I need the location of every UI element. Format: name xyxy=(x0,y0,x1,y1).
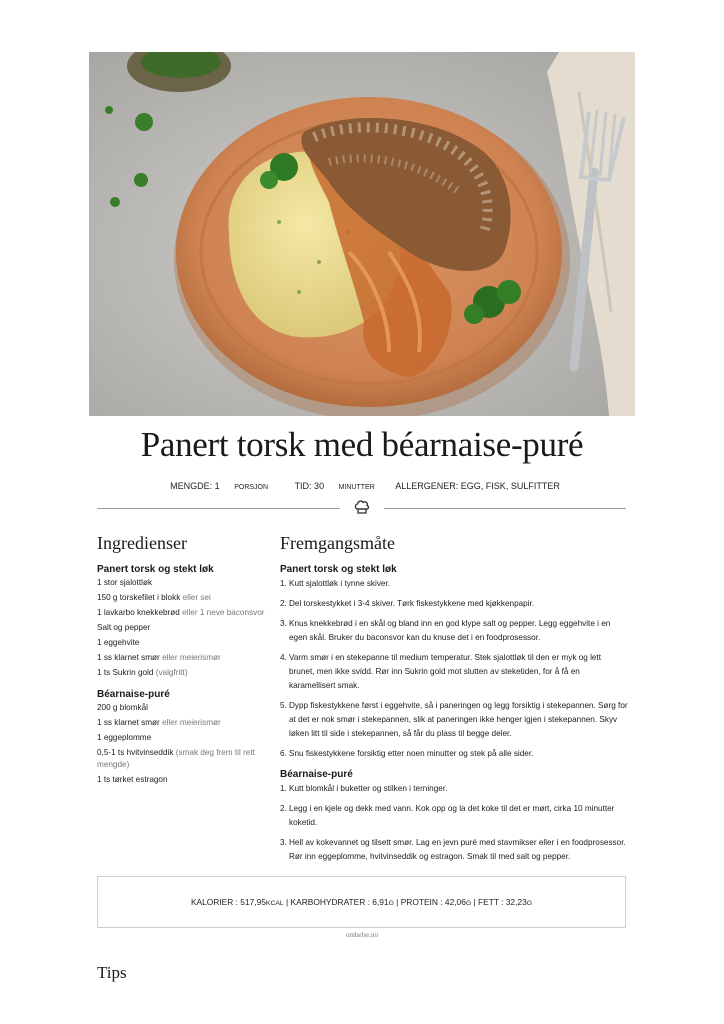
step-item xyxy=(280,802,628,830)
ingredient-item xyxy=(97,622,273,634)
ingredient-note: (smak deg frem til rett mengde) xyxy=(97,748,255,769)
ingredient-note: (valgfritt) xyxy=(155,668,188,677)
protein-value: PROTEIN : 42,06 xyxy=(400,897,466,907)
amount xyxy=(164,481,274,491)
calories-value: KALORIER : 517,95 xyxy=(190,897,266,907)
ingredient-item xyxy=(97,702,273,714)
step-list xyxy=(280,782,628,864)
method-heading: Fremgangsmåte xyxy=(280,533,395,553)
step-text: Legg i en kjele og dekk med vann. Kok opp og la det koke til det er mørt, cirka 10 minutter koketid. xyxy=(289,804,615,827)
ingredient-text: 1 ts Sukrin gold xyxy=(97,668,154,677)
calories-unit: KCAL xyxy=(265,900,284,907)
step-number: 4. xyxy=(280,653,287,662)
step-item xyxy=(280,577,628,591)
carbs-unit: G xyxy=(388,900,394,907)
divider-left xyxy=(97,508,340,509)
ingredient-text: Salt og pepper xyxy=(97,623,151,632)
ingredient-text: 1 lavkarbo knekkebrød xyxy=(97,608,180,617)
fat-value: FETT : 32,23 xyxy=(478,897,527,907)
ingredient-note: eller meierismør xyxy=(162,653,221,662)
step-number: 3. xyxy=(280,838,287,847)
method-group-title: Panert torsk og stekt løk xyxy=(280,564,397,575)
chef-hat-icon xyxy=(353,498,371,516)
allergens: ALLERGENER: EGG, FISK, SULFITTER xyxy=(395,481,560,491)
nutrition-box: KALORIER : 517,95KCAL | KARBOHYDRATER : 6,91G | PROTEIN : 42,06G | FETT : 32,23G xyxy=(97,876,626,928)
ingredients-section xyxy=(97,533,273,796)
method-group-title: Béarnaise-puré xyxy=(280,769,353,780)
ingredient-note: eller sei xyxy=(182,593,211,602)
amount-unit: PORSJON xyxy=(234,484,269,491)
step-list xyxy=(280,577,628,761)
ingredient-item xyxy=(97,717,273,729)
ingredient-text: 1 eggeplomme xyxy=(97,733,152,742)
step-text: Varm smør i en stekepanne til medium temperatur. Stek sjalottløk til den er myk og lett brunet, men ikke svidd. Rør inn Sukrin gold mot slutten av steketiden, for å få en karamellisert smak. xyxy=(289,653,601,690)
ingredient-note: eller meierismør xyxy=(162,718,221,727)
ingredient-group-title: Béarnaise-puré xyxy=(97,689,170,700)
time-label: TID: 30 xyxy=(294,481,325,491)
step-item xyxy=(280,782,628,796)
calories xyxy=(191,897,284,907)
step-text: Snu fiskestykkene forsiktig etter noen minutter og stek på alle sider. xyxy=(289,749,534,758)
ingredient-text: 150 g torskefilet i blokk xyxy=(97,593,181,602)
ingredient-item xyxy=(97,592,273,604)
step-number: 2. xyxy=(280,599,287,608)
step-item xyxy=(280,699,628,741)
ingredient-text: 1 ts tørket estragon xyxy=(97,775,168,784)
ingredient-item xyxy=(97,607,273,619)
recipe-photo xyxy=(89,52,635,416)
method-groups xyxy=(280,564,628,864)
ingredient-list xyxy=(97,702,273,786)
ingredient-item xyxy=(97,637,273,649)
ingredient-item xyxy=(97,774,273,786)
step-number: 6. xyxy=(280,749,287,758)
step-item xyxy=(280,836,628,864)
ingredient-item xyxy=(97,577,273,589)
ingredient-note: eller 1 neve baconsvor xyxy=(182,608,265,617)
step-item xyxy=(280,597,628,611)
recipe-meta xyxy=(0,481,724,491)
tips-heading: Tips xyxy=(97,963,127,982)
step-item xyxy=(280,651,628,693)
ingredient-list xyxy=(97,577,273,679)
ingredient-text: 1 stor sjalottløk xyxy=(97,578,153,587)
ingredient-text: 0,5-1 ts hvitvinseddik xyxy=(97,748,174,757)
step-number: 3. xyxy=(280,619,287,628)
ingredient-group-title: Panert torsk og stekt løk xyxy=(97,564,214,575)
step-text: Kutt sjalottløk i tynne skiver. xyxy=(289,579,391,588)
step-number: 5. xyxy=(280,701,287,710)
carbs xyxy=(291,897,394,907)
step-item xyxy=(280,747,628,761)
amount-label: MENGDE: 1 xyxy=(170,481,220,491)
ingredient-groups xyxy=(97,564,273,786)
ingredient-text: 1 ss klarnet smør xyxy=(97,653,160,662)
ingredient-text: 200 g blomkål xyxy=(97,703,148,712)
carbs-value: KARBOHYDRATER : 6,91 xyxy=(290,897,389,907)
time xyxy=(289,481,381,491)
protein-unit: G xyxy=(465,900,472,907)
time-unit: MINUTTER xyxy=(338,484,375,491)
ingredients-heading: Ingredienser xyxy=(97,533,187,553)
step-number: 2. xyxy=(280,804,287,813)
ingredient-item xyxy=(97,652,273,664)
footer-site: omhelse.no xyxy=(345,931,379,939)
step-number: 1. xyxy=(280,784,287,793)
step-item xyxy=(280,617,628,645)
step-text: Hell av kokevannet og tilsett smør. Lag en jevn puré med stavmikser eller i en foodprosessor. Rør inn eggeplomme, hvitvinseddik og estragon. Smak til med salt og pepper. xyxy=(289,838,626,861)
step-number: 1. xyxy=(280,579,287,588)
fat-unit: G xyxy=(526,900,533,907)
step-text: Dypp fiskestykkene først i eggehvite, så i paneringen og legg forsiktig i stekepannen. Sørg for at det er nok smør i stekepannen, slik at paneringen ikke henger igjen i stekepannen. Skyv løken litt til side i stekepannen, så får du plass til begge deler. xyxy=(289,701,628,738)
step-text: Knus knekkebrød i en skål og bland inn en god klype salt og pepper. Legg eggehvite i en egen skål. Bruker du baconsvor kan du knuse det i en foodprosessor. xyxy=(289,619,611,642)
ingredient-item xyxy=(97,747,273,771)
recipe-title: Panert torsk med béarnaise-puré xyxy=(140,425,584,464)
ingredient-item xyxy=(97,667,273,679)
protein xyxy=(401,897,471,907)
divider-right xyxy=(384,508,626,509)
step-text: Kutt blomkål i buketter og stilken i terninger. xyxy=(289,784,448,793)
fat xyxy=(478,897,532,907)
step-text: Del torskestykket i 3-4 skiver. Tørk fiskestykkene med kjøkkenpapir. xyxy=(289,599,535,608)
ingredient-text: 1 ss klarnet smør xyxy=(97,718,160,727)
ingredient-text: 1 eggehvite xyxy=(97,638,140,647)
ingredient-item xyxy=(97,732,273,744)
method-section xyxy=(280,533,628,872)
